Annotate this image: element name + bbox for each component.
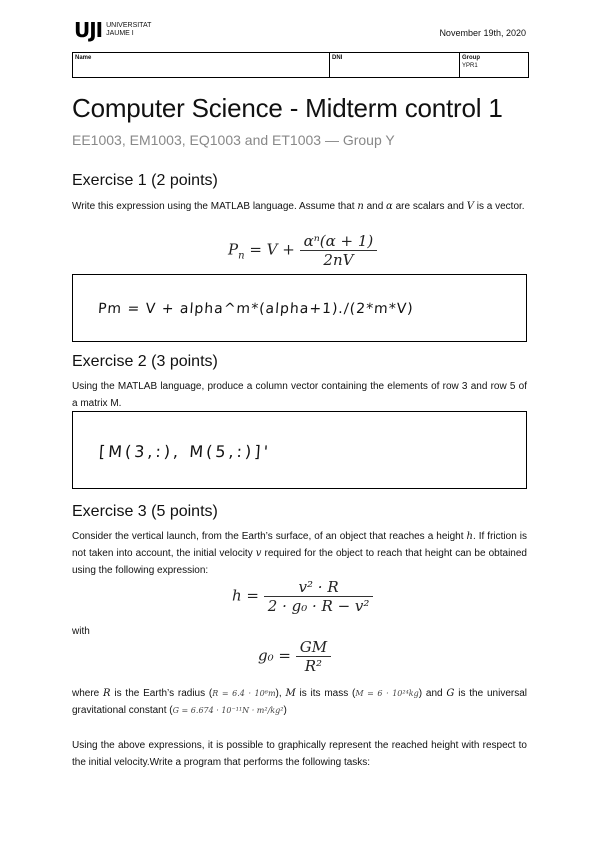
exercise-3-text-2d: is its mass (: [295, 688, 356, 699]
exercise-2-title: Exercise 2 (3 points): [72, 353, 218, 370]
var-alpha: α: [386, 201, 393, 212]
var-g: G: [446, 688, 455, 699]
exercise-2-text: Using the MATLAB language, produce a column vector containing the elements of row 3 and row 5 of a matrix M.: [72, 381, 527, 409]
group-value: YPR1: [462, 63, 478, 69]
name-label: Name: [75, 55, 92, 61]
dni-label: DNI: [332, 55, 343, 61]
exercise-1-title: Exercise 1 (2 points): [72, 172, 218, 189]
group-label: Group: [462, 55, 480, 61]
exercise-3-text-3: Using the above expressions, it is possible to graphically represent the reached height with respect to the initial velocity.Write a program that performs the following tasks:: [72, 740, 527, 768]
formula-1-denominator: 2nV: [323, 251, 354, 269]
exercise-3-text-2g: ): [283, 705, 287, 716]
exercise-2-answer-box[interactable]: [72, 411, 527, 489]
formula-g-fraction: [296, 638, 331, 675]
formula-h-denominator: 2 · g₀ · R − v²: [267, 597, 370, 615]
var-m: M: [285, 688, 296, 699]
formula-1-numerator: αⁿ(α + 1): [300, 232, 378, 251]
exercise-3-text-1a: Consider the vertical launch, from the Earth’s surface, of an object that reaches a height: [72, 531, 467, 542]
mass-value: M = 6 · 10²⁴kg: [355, 689, 419, 698]
exercise-3-text-2: [72, 685, 527, 719]
group-field[interactable]: [460, 53, 528, 77]
logo-line-2: JAUME I: [106, 30, 134, 37]
formula-g-lhs: g₀ =: [258, 646, 296, 665]
exercise-2-answer: [M(3,:), M(5,:)]': [98, 442, 272, 461]
dni-field[interactable]: [330, 53, 460, 77]
exercise-3-text-1: [72, 528, 527, 579]
exercise-1-formula: [228, 232, 377, 269]
formula-h-fraction: [264, 578, 374, 615]
formula-g-denominator: R²: [304, 657, 323, 675]
var-n: n: [357, 201, 364, 212]
formula-h-numerator: v² · R: [264, 578, 374, 597]
exercise-3-formula-2: [258, 638, 331, 675]
formula-g-numerator: GM: [296, 638, 331, 657]
exercise-1-text-d: is a vector.: [473, 201, 525, 212]
formula-1-lhs: P: [228, 240, 239, 259]
exercise-3-title: Exercise 3 (5 points): [72, 503, 218, 520]
exercise-1-text: [72, 198, 527, 215]
var-h: h: [466, 531, 473, 542]
formula-1-sub: n: [238, 250, 245, 262]
name-field[interactable]: [73, 53, 330, 77]
exam-date: November 19th, 2020: [439, 28, 526, 38]
logo-text: [106, 22, 151, 38]
exercise-3-text-1c: required for the object to reach that height can be obtained using the following expression:: [72, 548, 527, 576]
university-logo: [74, 20, 151, 40]
exercise-3-text-2c: ),: [275, 688, 286, 699]
formula-h-lhs: h =: [232, 586, 264, 605]
exercise-1-answer-box[interactable]: [72, 274, 527, 342]
course-subtitle: EE1003, EM1003, EQ1003 and ET1003 — Group Y: [72, 132, 395, 148]
exercise-3-text-2b: is the Earth’s radius (: [110, 688, 213, 699]
var-v-vector: V: [466, 201, 474, 212]
exercise-3-text-1b: . If friction is not taken into account, the initial velocity: [72, 531, 527, 559]
exercise-1-text-c: are scalars and: [392, 201, 467, 212]
gravitational-constant-value: G = 6.674 · 10⁻¹¹N · m²/kg²: [172, 706, 284, 715]
exercise-1-answer: Pm = V + alpha^m*(alpha+1)./(2*m*V): [97, 301, 415, 317]
logo-line-1: UNIVERSITAT: [106, 22, 152, 29]
exercise-1-text-b: and: [363, 201, 387, 212]
exercise-1-text-a: Write this expression using the MATLAB language. Assume that: [72, 201, 358, 212]
formula-1-fraction: [300, 232, 378, 269]
logo-mark: UJI: [74, 18, 103, 42]
exercise-3-formula-1: [232, 578, 373, 615]
student-id-table: [72, 52, 529, 78]
var-r: R: [103, 688, 111, 699]
radius-value: R = 6.4 · 10⁶m: [212, 689, 276, 698]
var-v: v: [255, 548, 262, 559]
page-title: Computer Science - Midterm control 1: [72, 93, 503, 123]
exercise-3-text-2f: is the universal gravitational constant (: [72, 688, 527, 716]
exercise-3-text-2e: ) and: [418, 688, 447, 699]
exercise-3-text-2a: where: [72, 688, 104, 699]
formula-1-mid: = V +: [244, 240, 300, 259]
with-label: with: [72, 626, 90, 637]
